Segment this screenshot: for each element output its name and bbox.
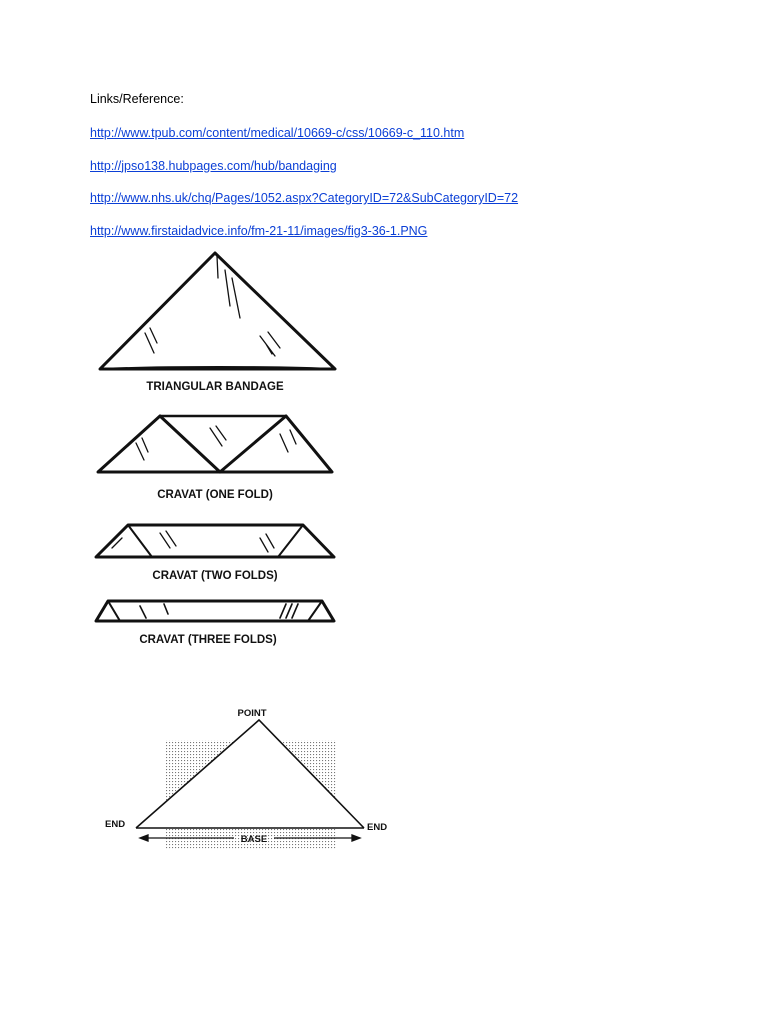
- reference-link-nhs[interactable]: http://www.nhs.uk/chq/Pages/1052.aspx?CategoryID=72&SubCategoryID=72: [90, 191, 519, 205]
- reference-link-tpub[interactable]: http://www.tpub.com/content/medical/10669-c/css/10669-c_110.htm: [90, 126, 465, 140]
- list-item: [90, 124, 518, 157]
- triangular-bandage-drawing: [100, 253, 335, 369]
- caption-cravat-three-folds: CRAVAT (THREE FOLDS): [139, 634, 277, 646]
- list-item: [90, 157, 518, 190]
- bandage-folds-figure: [90, 248, 340, 650]
- cravat-one-fold-drawing: [98, 416, 332, 472]
- caption-cravat-one-fold: CRAVAT (ONE FOLD): [157, 489, 273, 501]
- reference-link-hubpages[interactable]: http://jpso138.hubpages.com/hub/bandaging: [90, 158, 337, 173]
- list-item: [90, 189, 518, 222]
- reference-link-firstaidadvice[interactable]: http://www.firstaidadvice.info/fm-21-11/images/fig3-36-1.PNG: [90, 223, 428, 238]
- caption-cravat-two-folds: CRAVAT (TWO FOLDS): [152, 570, 278, 582]
- label-base: BASE: [240, 834, 268, 845]
- label-point: POINT: [237, 708, 267, 719]
- label-end-left: END: [105, 819, 126, 830]
- cravat-three-folds-drawing: [96, 601, 334, 621]
- bandage-parts-figure: [100, 700, 400, 860]
- references-heading: Links/Reference:: [90, 92, 184, 106]
- cravat-two-folds-drawing: [96, 525, 334, 557]
- label-end-right: END: [367, 822, 388, 833]
- reference-links-list: [90, 124, 518, 254]
- caption-triangular-bandage: TRIANGULAR BANDAGE: [146, 381, 284, 393]
